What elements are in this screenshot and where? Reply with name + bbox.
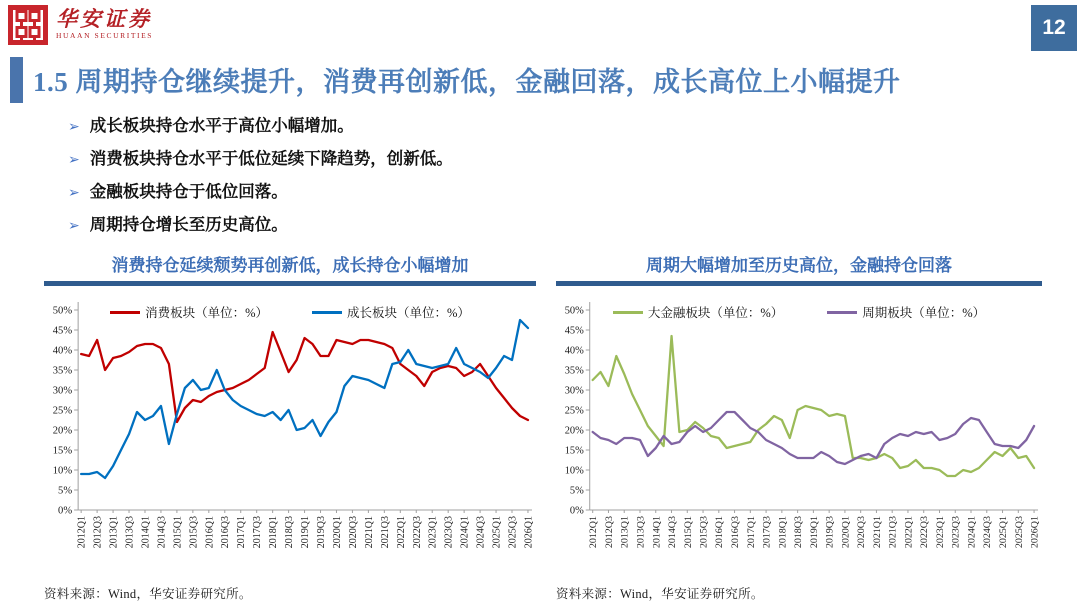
bullet-arrow-icon: ➢ [68, 218, 80, 234]
svg-text:10%: 10% [52, 465, 73, 477]
svg-text:2020Q1: 2020Q1 [840, 516, 852, 549]
chart-title-underline [44, 281, 536, 286]
svg-text:2022Q1: 2022Q1 [395, 516, 407, 549]
svg-text:2015Q3: 2015Q3 [188, 516, 200, 549]
svg-text:45%: 45% [52, 325, 73, 337]
svg-text:5%: 5% [569, 485, 584, 497]
svg-text:2018Q3: 2018Q3 [284, 516, 296, 549]
svg-text:2013Q3: 2013Q3 [124, 516, 136, 549]
svg-text:2024Q1: 2024Q1 [966, 516, 978, 549]
svg-text:40%: 40% [52, 345, 73, 357]
page-title: 1.5 周期持仓继续提升，消费再创新低，金融回落，成长高位上小幅提升 [33, 67, 901, 97]
svg-text:2025Q3: 2025Q3 [1013, 516, 1025, 549]
legend-item [613, 303, 783, 321]
chart-legend [556, 303, 1042, 321]
legend-label: 消费板块（单位：%） [145, 306, 268, 320]
svg-text:2015Q3: 2015Q3 [698, 516, 710, 549]
logo-text [56, 5, 153, 41]
bullet-text: 周期持仓增长至历史高位。 [89, 215, 288, 234]
svg-text:2021Q1: 2021Q1 [871, 516, 883, 549]
svg-text:2017Q1: 2017Q1 [745, 516, 757, 549]
bullet-arrow-icon: ➢ [68, 152, 80, 168]
source-note: 资料来源：Wind，华安证券研究所。 [44, 587, 252, 601]
svg-text:2018Q1: 2018Q1 [777, 516, 789, 549]
bullet-arrow-icon: ➢ [68, 185, 80, 201]
svg-text:2019Q3: 2019Q3 [824, 516, 836, 549]
svg-text:2016Q1: 2016Q1 [204, 516, 216, 549]
page-number-badge: 12 [1031, 5, 1077, 51]
svg-text:2020Q1: 2020Q1 [331, 516, 344, 549]
svg-text:2016Q3: 2016Q3 [730, 516, 741, 549]
legend-label: 周期板块（单位：%） [862, 306, 986, 320]
svg-text:2024Q3: 2024Q3 [982, 516, 994, 549]
svg-text:15%: 15% [52, 445, 73, 457]
svg-text:2017Q1: 2017Q1 [236, 516, 248, 549]
svg-text:2014Q3: 2014Q3 [667, 516, 679, 549]
logo-name-cn: 华安证券 [56, 7, 152, 31]
svg-text:25%: 25% [52, 405, 73, 417]
svg-text:2023Q3: 2023Q3 [950, 516, 962, 549]
legend-item [110, 303, 268, 321]
svg-text:2021Q1: 2021Q1 [363, 516, 375, 549]
svg-text:30%: 30% [564, 385, 584, 397]
svg-text:20%: 20% [52, 425, 73, 437]
bullet-item [68, 211, 453, 244]
bullet-item [68, 145, 453, 178]
svg-text:2023Q1: 2023Q1 [934, 516, 946, 549]
bullet-list [68, 112, 453, 244]
svg-text:2012Q3: 2012Q3 [92, 516, 104, 549]
svg-text:30%: 30% [52, 385, 73, 397]
svg-text:2021Q3: 2021Q3 [887, 516, 899, 549]
legend-line-swatch [613, 311, 643, 314]
svg-text:2024Q1: 2024Q1 [459, 516, 471, 549]
bullet-text: 成长板块持仓水平于高位小幅增加。 [89, 116, 354, 135]
svg-text:50%: 50% [564, 305, 584, 317]
huaan-logo-icon [8, 5, 48, 45]
svg-text:0%: 0% [569, 505, 584, 517]
chart-panel-consumption-growth [44, 253, 536, 582]
svg-text:2026Q1: 2026Q1 [1029, 516, 1041, 549]
legend-line-swatch [827, 311, 857, 314]
svg-text:2021Q3: 2021Q3 [379, 516, 391, 549]
bullet-arrow-icon: ➢ [68, 119, 80, 135]
bullet-text: 消费板块持仓水平于低位延续下降趋势，创新低。 [89, 149, 453, 168]
svg-text:2024Q3: 2024Q3 [475, 516, 487, 549]
svg-text:2019Q1: 2019Q1 [808, 516, 820, 549]
svg-text:2019Q3: 2019Q3 [316, 516, 328, 549]
consumption-growth-line-chart [44, 290, 536, 582]
financial-cyclical-line-chart [556, 290, 1042, 582]
svg-text:2025Q3: 2025Q3 [507, 516, 519, 549]
svg-text:2012Q3: 2012Q3 [603, 516, 615, 549]
svg-text:2015Q1: 2015Q1 [682, 516, 694, 549]
header-logo [8, 5, 153, 45]
svg-text:2017Q3: 2017Q3 [761, 516, 773, 549]
svg-text:2014Q1: 2014Q1 [651, 516, 663, 549]
chart-title: 消费持仓延续颓势再创新低，成长持仓小幅增加 [111, 256, 469, 275]
svg-text:5%: 5% [58, 485, 73, 497]
svg-text:2018Q3: 2018Q3 [793, 516, 805, 549]
svg-text:2015Q1: 2015Q1 [172, 516, 184, 549]
svg-text:2022Q1: 2022Q1 [903, 516, 915, 549]
svg-text:2026Q1: 2026Q1 [523, 516, 535, 549]
svg-text:40%: 40% [564, 345, 584, 357]
legend-line-swatch [312, 311, 342, 314]
source-note: 资料来源：Wind，华安证券研究所。 [556, 587, 764, 601]
svg-text:15%: 15% [564, 445, 584, 457]
chart-legend [44, 303, 536, 321]
chart-title-underline [556, 281, 1042, 286]
svg-text:2018Q1: 2018Q1 [268, 516, 280, 549]
svg-text:50%: 50% [52, 305, 73, 317]
title-accent-bar [10, 57, 23, 103]
bullet-item [68, 178, 453, 211]
svg-text:25%: 25% [564, 405, 584, 417]
svg-text:2020Q3: 2020Q3 [347, 516, 359, 549]
svg-text:2023Q1: 2023Q1 [427, 516, 439, 549]
svg-text:35%: 35% [564, 365, 584, 377]
svg-text:2025Q1: 2025Q1 [491, 516, 503, 549]
legend-label: 成长板块（单位：%） [347, 306, 470, 320]
legend-label: 大金融板块（单位：%） [647, 306, 784, 320]
svg-text:0%: 0% [58, 505, 73, 517]
legend-item [312, 303, 470, 321]
svg-text:2022Q3: 2022Q3 [919, 516, 931, 549]
svg-text:2014Q3: 2014Q3 [156, 516, 168, 549]
svg-text:20%: 20% [564, 425, 584, 437]
svg-text:2013Q1: 2013Q1 [619, 516, 631, 549]
chart-panel-financial-cyclical [556, 253, 1042, 582]
logo-name-en: HUAAN SECURITIES [56, 31, 154, 40]
svg-text:2016Q3: 2016Q3 [220, 516, 232, 549]
chart-title: 周期大幅增加至历史高位，金融持仓回落 [646, 256, 952, 275]
svg-text:35%: 35% [52, 365, 73, 377]
svg-text:2025Q1: 2025Q1 [998, 516, 1009, 549]
svg-text:2023Q3: 2023Q3 [443, 516, 455, 549]
svg-text:2017Q3: 2017Q3 [252, 516, 264, 549]
svg-text:2012Q1: 2012Q1 [588, 516, 600, 549]
svg-text:2020Q3: 2020Q3 [856, 516, 868, 549]
legend-item [827, 303, 985, 321]
bullet-item [68, 112, 453, 145]
svg-text:2016Q1: 2016Q1 [714, 516, 726, 549]
bullet-text: 金融板块持仓于低位回落。 [89, 182, 288, 201]
svg-text:2019Q1: 2019Q1 [300, 516, 312, 549]
svg-text:2022Q3: 2022Q3 [411, 516, 423, 549]
svg-text:2013Q1: 2013Q1 [108, 516, 120, 549]
svg-text:45%: 45% [564, 325, 584, 337]
svg-text:2014Q1: 2014Q1 [140, 516, 152, 549]
svg-text:10%: 10% [564, 465, 584, 477]
legend-line-swatch [110, 311, 140, 314]
svg-text:2012Q1: 2012Q1 [76, 516, 88, 549]
svg-text:2013Q3: 2013Q3 [635, 516, 647, 549]
